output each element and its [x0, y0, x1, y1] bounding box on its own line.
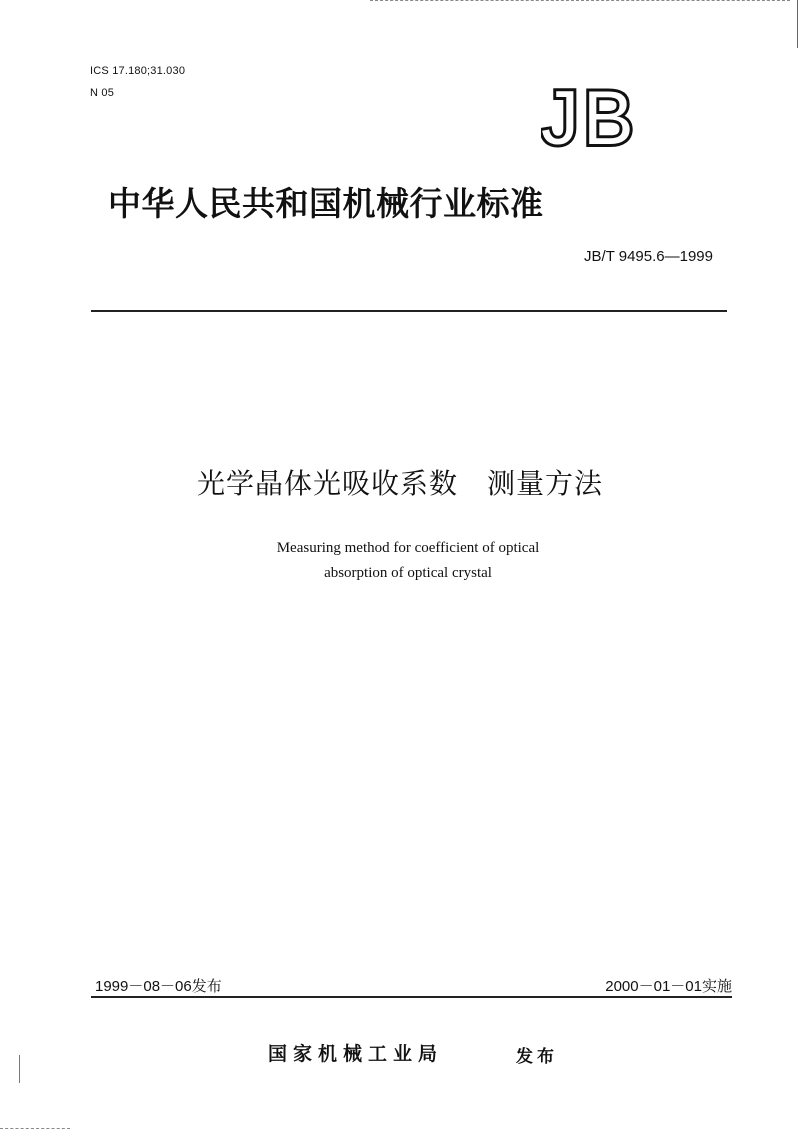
document-title-en-line1: Measuring method for coefficient of optical — [276, 540, 540, 556]
scan-artifact-left-mark — [19, 1055, 20, 1083]
publish-date: 1999－08－06发布 — [95, 978, 222, 995]
standard-number: JB/T 9495.6—1999 — [584, 248, 713, 265]
header-divider — [91, 310, 727, 312]
scan-artifact-top-line — [370, 0, 790, 2]
implementation-date: 2000－01－01实施 — [605, 978, 732, 995]
issue-label: 发布 — [516, 1047, 558, 1067]
jb-logo — [541, 82, 681, 152]
document-title-en-line2: absorption of optical crystal — [324, 565, 492, 581]
document-title-cn: 光学晶体光吸收系数 测量方法 — [196, 467, 603, 500]
classification-code: N 05 — [90, 87, 115, 99]
scan-artifact-bottom-line — [0, 1128, 70, 1130]
issuing-authority: 国家机械工业局 — [268, 1043, 444, 1065]
jb-logo-text: JB — [541, 82, 638, 152]
ics-code: ICS 17.180;31.030 — [90, 65, 186, 77]
scan-artifact-right-line — [797, 0, 798, 48]
footer-divider — [91, 996, 732, 998]
standard-category-title: 中华人民共和国机械行业标准 — [108, 184, 544, 223]
